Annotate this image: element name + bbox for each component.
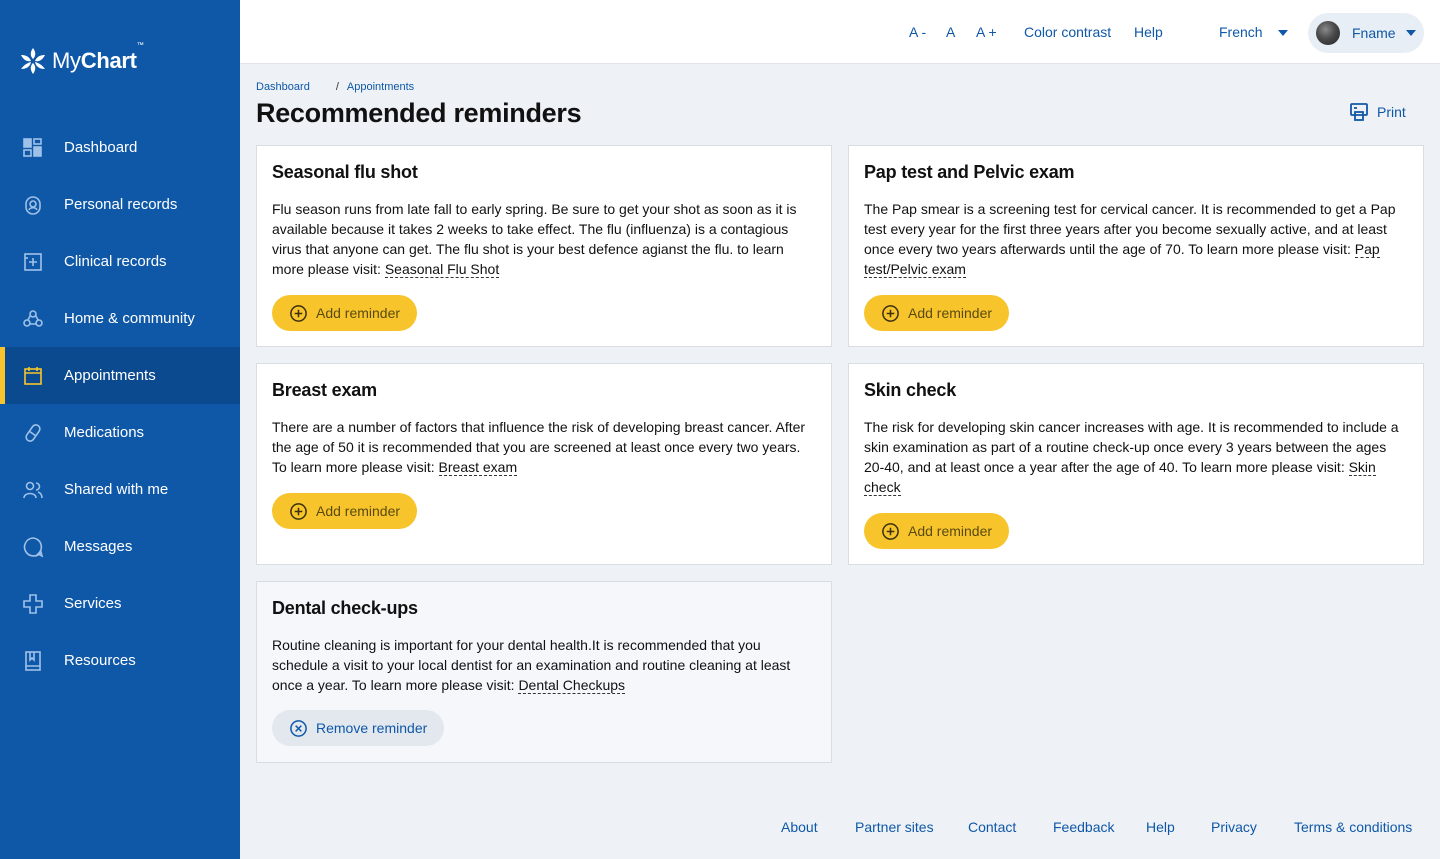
user-menu[interactable]: [1308, 13, 1424, 53]
print-button[interactable]: [1349, 102, 1406, 122]
pill-icon: [22, 422, 44, 444]
sidebar: [0, 0, 240, 859]
user-name: Fname: [1352, 25, 1396, 41]
footer-link-about[interactable]: About: [781, 819, 818, 835]
sidebar-item-personal-records[interactable]: [0, 176, 240, 233]
avatar: [1316, 21, 1340, 45]
card-title: Seasonal flu shot: [272, 162, 418, 182]
sidebar-item-label: Messages: [64, 538, 133, 555]
sidebar-item-medications[interactable]: [0, 404, 240, 461]
button-label: Add reminder: [908, 523, 993, 539]
message-icon: [22, 536, 44, 558]
breadcrumb: [256, 81, 414, 93]
logo-text: MyChart™: [52, 42, 144, 73]
card-title: Dental check-ups: [272, 598, 418, 618]
card-body-text: Routine cleaning is important for your dental health.It is recommended that you schedule a visit to your local dentist for an examination and routine cleaning at least once a year. To learn more please visit:: [272, 637, 791, 693]
reminder-card-breast-exam: [256, 363, 832, 565]
reminder-card-flu-shot: [256, 145, 832, 347]
printer-icon: [1349, 102, 1369, 122]
learn-more-link[interactable]: Skin check: [864, 459, 1376, 495]
calendar-icon: [22, 365, 44, 387]
card-description: [864, 199, 1408, 279]
sidebar-item-label: Services: [64, 595, 122, 612]
card-description: [272, 635, 816, 695]
add-reminder-button[interactable]: [864, 295, 1009, 331]
page-title: Recommended reminders: [256, 98, 582, 128]
sidebar-item-resources[interactable]: [0, 632, 240, 689]
card-description: [272, 199, 816, 279]
add-reminder-button[interactable]: [864, 513, 1009, 549]
footer-link-help[interactable]: Help: [1146, 819, 1175, 835]
close-circle-icon: [289, 719, 308, 738]
footer-link-privacy[interactable]: Privacy: [1211, 819, 1257, 835]
card-body-text: The Pap smear is a screening test for cervical cancer. It is recommended to get a Pap test every year for the first three years after you become sexually active, and at least once every two years afterwards until the age of 70. To learn more please visit:: [864, 201, 1396, 257]
plus-circle-icon: [881, 304, 900, 323]
print-label: Print: [1377, 104, 1406, 120]
learn-more-link[interactable]: Dental Checkups: [518, 677, 626, 693]
card-description: [864, 417, 1408, 497]
breadcrumb-dashboard[interactable]: Dashboard: [256, 81, 310, 93]
footer-link-partner-sites[interactable]: Partner sites: [855, 819, 934, 835]
font-normal-button[interactable]: A: [946, 24, 956, 40]
reminder-card-dental: [256, 581, 832, 763]
remove-reminder-button[interactable]: [272, 710, 444, 746]
sidebar-item-messages[interactable]: [0, 518, 240, 575]
sidebar-item-appointments[interactable]: [0, 347, 240, 404]
card-body-text: Flu season runs from late fall to early spring. Be sure to get your shot as soon as it is available because it takes 2 weeks to take effect. The flu (influenza) is a contagious virus that anyone can get. The flu shot is your best defence agianst the flu. to learn more please visit:: [272, 201, 797, 277]
font-increase-button[interactable]: A +: [976, 24, 997, 40]
learn-more-link[interactable]: Breast exam: [438, 459, 518, 475]
sidebar-item-label: Shared with me: [64, 481, 169, 498]
button-label: Add reminder: [316, 503, 401, 519]
button-label: Remove reminder: [316, 720, 428, 736]
card-title: Pap test and Pelvic exam: [864, 162, 1075, 182]
sidebar-item-shared-with-me[interactable]: [0, 461, 240, 518]
learn-more-link[interactable]: Pap test/Pelvic exam: [864, 241, 1380, 277]
sidebar-item-home-community[interactable]: [0, 290, 240, 347]
chevron-down-icon[interactable]: [1278, 30, 1288, 36]
sidebar-nav: [0, 119, 240, 689]
sidebar-item-dashboard[interactable]: [0, 119, 240, 176]
sidebar-item-label: Home & community: [64, 310, 195, 327]
add-reminder-button[interactable]: [272, 295, 417, 331]
breadcrumb-separator: /: [335, 81, 339, 93]
book-icon: [22, 650, 44, 672]
sidebar-item-label: Resources: [64, 652, 136, 669]
card-description: [272, 417, 816, 477]
add-reminder-button[interactable]: [272, 493, 417, 529]
card-body-text: The risk for developing skin cancer increases with age. It is recommended to include a skin examination as part of a routine check-up once every 3 years between the ages 20-40, and at least once a year after the age of 40. To learn more please visit:: [864, 419, 1399, 475]
sidebar-item-label: Medications: [64, 424, 145, 441]
mychart-logo[interactable]: [20, 44, 143, 78]
dashboard-icon: [22, 137, 44, 159]
color-contrast-button[interactable]: Color contrast: [1024, 24, 1112, 40]
sidebar-item-clinical-records[interactable]: [0, 233, 240, 290]
learn-more-link[interactable]: Seasonal Flu Shot: [384, 261, 500, 277]
button-label: Add reminder: [316, 305, 401, 321]
top-bar: [240, 0, 1440, 64]
help-link[interactable]: Help: [1134, 24, 1163, 40]
plus-circle-icon: [289, 502, 308, 521]
person-badge-icon: [22, 194, 44, 216]
plus-circle-icon: [289, 304, 308, 323]
reminder-card-pap-test: [848, 145, 1424, 347]
logo-flower-icon: [20, 46, 46, 76]
sidebar-item-label: Clinical records: [64, 253, 167, 270]
sidebar-item-label: Dashboard: [64, 139, 138, 156]
language-select[interactable]: French: [1219, 24, 1263, 40]
sidebar-item-label: Appointments: [64, 367, 156, 384]
font-decrease-button[interactable]: A -: [909, 24, 927, 40]
reminder-card-skin-check: [848, 363, 1424, 565]
chevron-down-icon: [1406, 30, 1416, 36]
card-body-text: There are a number of factors that influence the risk of developing breast cancer. After the age of 50 it is recommended that you are screened at least once every two years. To learn more please visit:: [272, 419, 806, 475]
card-title: Breast exam: [272, 380, 377, 400]
button-label: Add reminder: [908, 305, 993, 321]
sidebar-item-label: Personal records: [64, 196, 178, 213]
card-title: Skin check: [864, 380, 957, 400]
cross-icon: [22, 593, 44, 615]
footer-link-feedback[interactable]: Feedback: [1053, 819, 1115, 835]
community-icon: [22, 308, 44, 330]
sidebar-item-services[interactable]: [0, 575, 240, 632]
footer-link-contact[interactable]: Contact: [968, 819, 1017, 835]
people-icon: [22, 479, 44, 501]
clinical-record-icon: [22, 251, 44, 273]
breadcrumb-appointments[interactable]: Appointments: [346, 81, 415, 93]
footer-link-terms[interactable]: Terms & conditions: [1294, 819, 1413, 835]
plus-circle-icon: [881, 522, 900, 541]
